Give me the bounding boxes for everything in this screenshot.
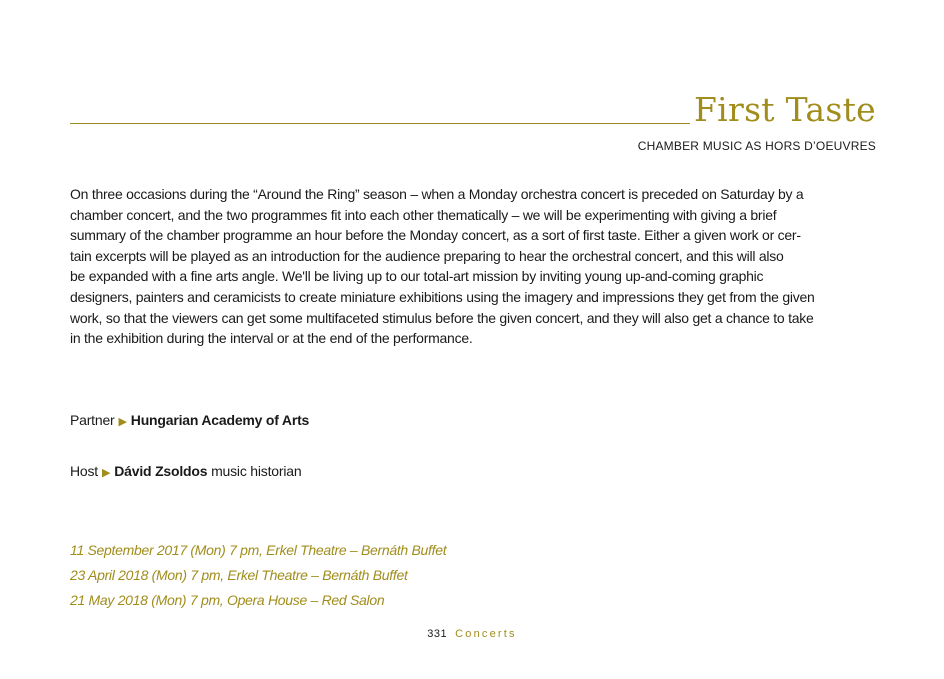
performance-date: 23 April 2018 (Mon) 7 pm, Erkel Theatre – Bernáth Buffet <box>70 567 408 583</box>
host-credit <box>70 463 301 479</box>
host-label: Host <box>70 463 98 479</box>
page-number: 331 <box>427 628 448 640</box>
description-paragraph <box>70 184 890 349</box>
paragraph-line: chamber concert, and the two programmes fit into each other thematically – we will be experimenting with giving a brief <box>70 206 777 223</box>
paragraph-line: in the exhibition during the interval or at the end of the performance. <box>70 330 473 347</box>
section-name: Concerts <box>455 628 517 640</box>
partner-credit <box>70 412 309 428</box>
paragraph-line: designers, painters and ceramicists to create miniature exhibitions using the imagery and impressions they get from the given <box>70 288 815 305</box>
paragraph-line: work, so that the viewers can get some multifaceted stimulus before the given concert, and they will also get a chance to take <box>70 309 814 326</box>
triangle-marker-icon: ▶ <box>118 416 127 428</box>
host-name: Dávid Zsoldos <box>114 463 208 479</box>
paragraph-line: be expanded with a fine arts angle. We'll be living up to our total-art mission by inviting young up-and-coming graphic <box>70 268 764 285</box>
performance-dates <box>70 538 446 613</box>
title-rule <box>70 123 690 124</box>
page-title: First Taste <box>693 90 876 129</box>
host-role: music historian <box>211 463 302 479</box>
paragraph-line: summary of the chamber programme an hour before the Monday concert, as a sort of first taste. Either a given work or cer- <box>70 227 801 244</box>
paragraph-line: tain excerpts will be played as an introduction for the audience preparing to hear the orchestral concert, and this will also <box>70 247 784 264</box>
triangle-marker-icon: ▶ <box>102 467 111 479</box>
partner-label: Partner <box>70 412 115 428</box>
paragraph-line: On three occasions during the “Around the Ring” season – when a Monday orchestra concert is preceded on Saturday by a <box>70 186 804 202</box>
performance-date: 11 September 2017 (Mon) 7 pm, Erkel Theatre – Bernáth Buffet <box>70 542 447 558</box>
page-subtitle: CHAMBER MUSIC AS HORS D’OEUVRES <box>637 139 876 153</box>
page-footer <box>0 628 944 640</box>
partner-name: Hungarian Academy of Arts <box>130 412 310 428</box>
performance-date: 21 May 2018 (Mon) 7 pm, Opera House – Red Salon <box>70 592 385 608</box>
